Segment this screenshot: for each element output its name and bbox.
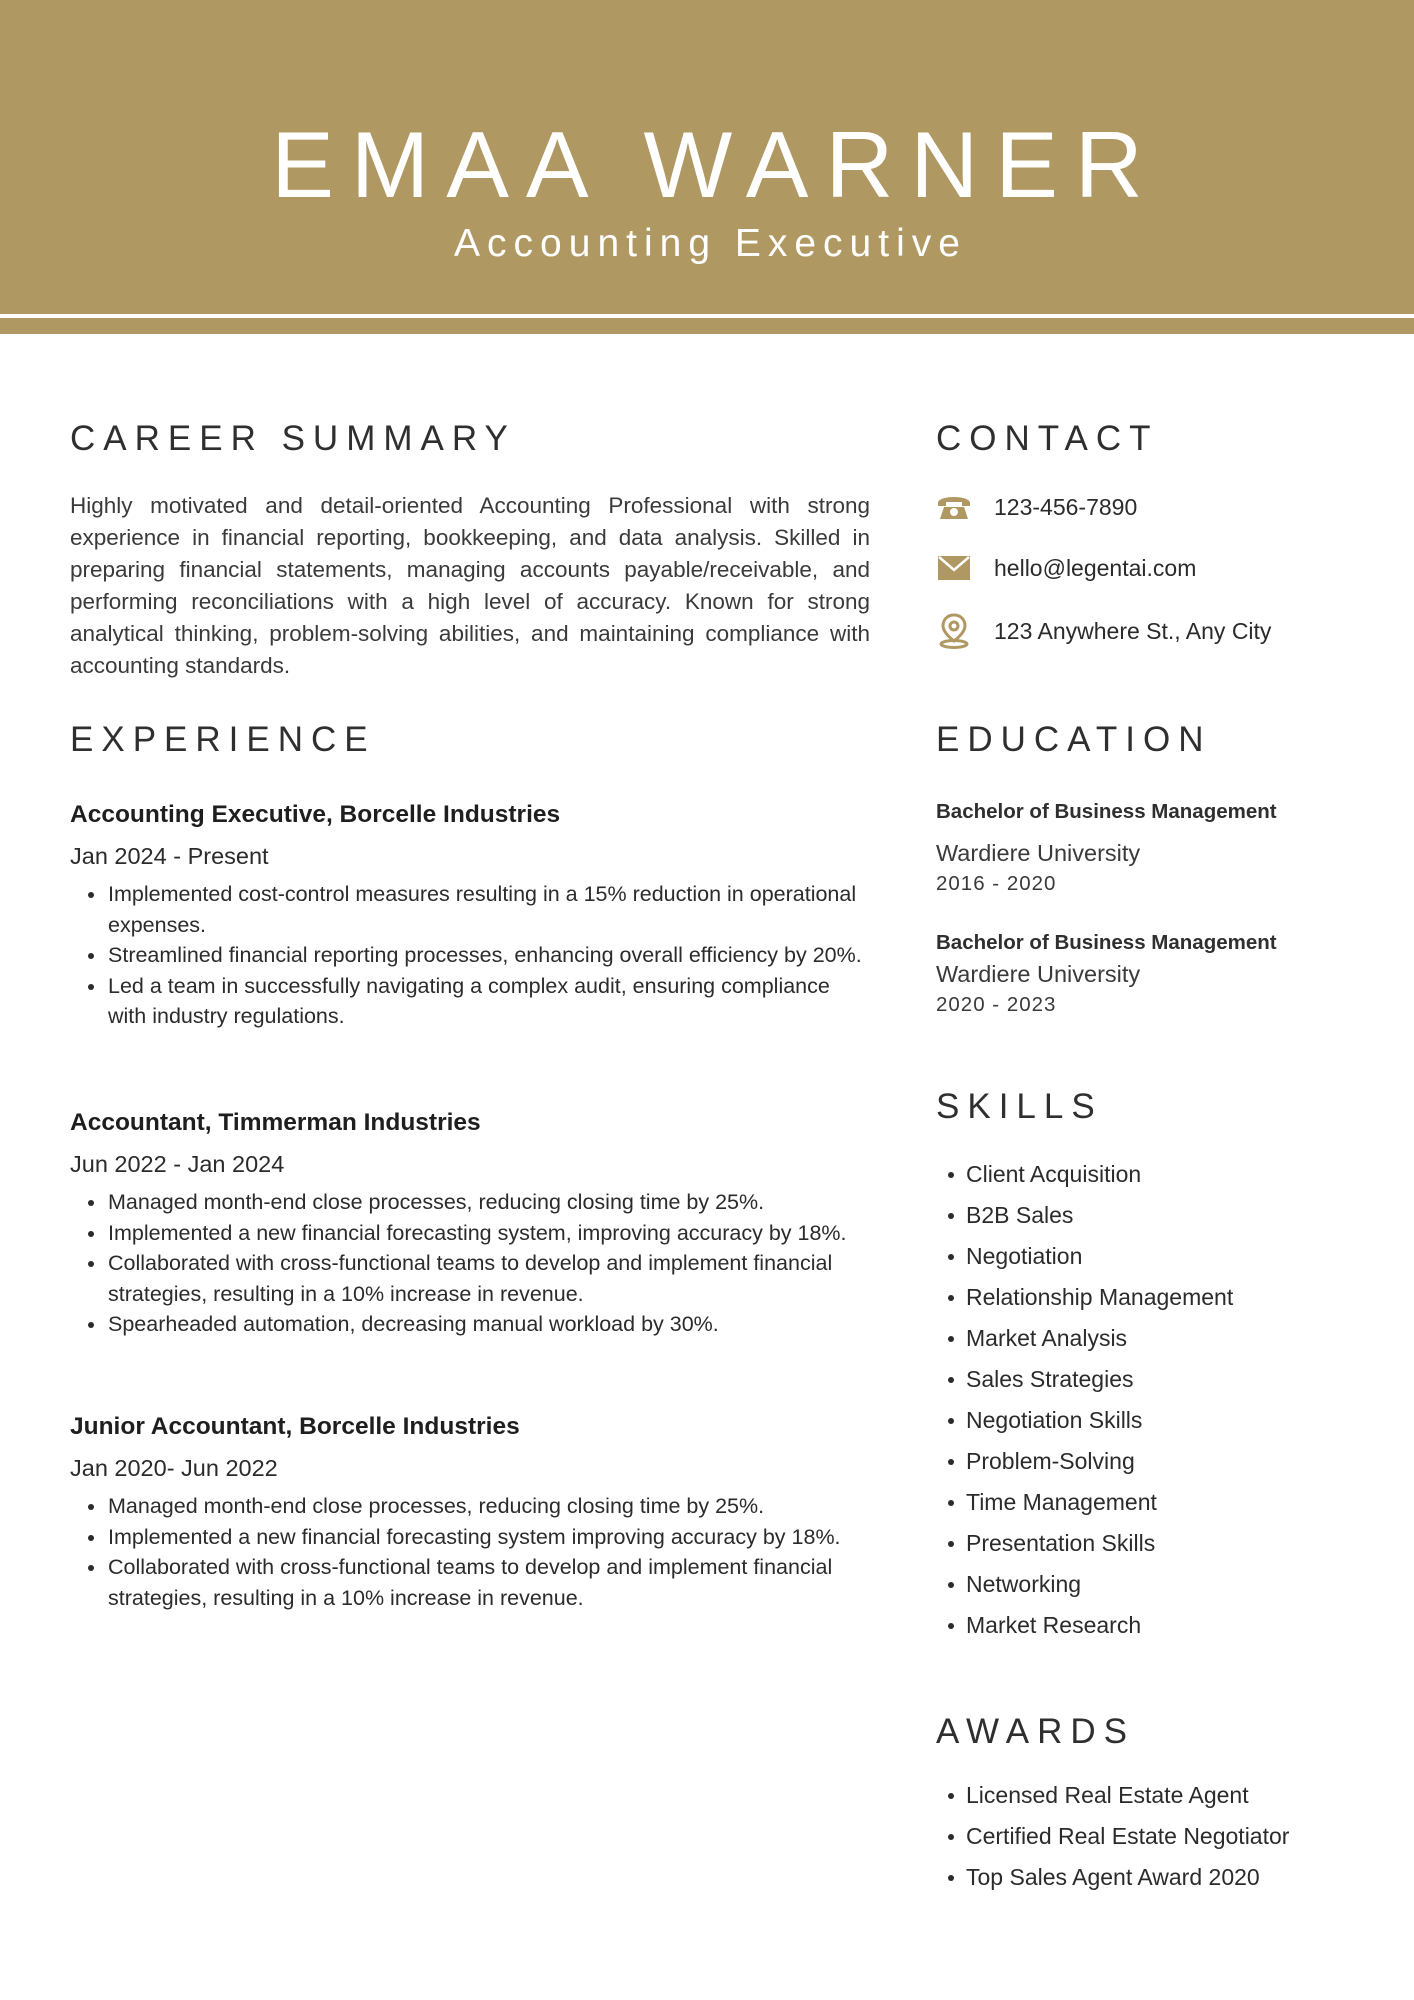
job-bullets <box>70 879 870 1032</box>
phone-number: 123-456-7890 <box>994 493 1138 520</box>
phone-icon <box>936 489 972 525</box>
job-entry <box>70 1412 870 1613</box>
list-item: Streamlined financial reporting processes, enhancing overall efficiency by 20%. <box>70 940 870 971</box>
list-item: Relationship Management <box>936 1282 1376 1323</box>
contact-phone <box>936 487 1138 527</box>
person-name: EMAA WARNER <box>271 112 1160 217</box>
list-item: Negotiation Skills <box>936 1405 1376 1446</box>
list-item: Spearheaded automation, decreasing manual workload by 30%. <box>70 1309 870 1340</box>
list-item: Presentation Skills <box>936 1528 1376 1569</box>
career-summary-heading: CAREER SUMMARY <box>70 419 516 458</box>
list-item: Networking <box>936 1569 1376 1610</box>
degree: Bachelor of Business Management <box>936 800 1277 823</box>
list-item: Managed month-end close processes, reducing closing time by 25%. <box>70 1491 870 1522</box>
job-entry <box>70 800 870 1032</box>
person-title: Accounting Executive <box>454 222 967 265</box>
awards-heading: AWARDS <box>936 1712 1136 1751</box>
job-dates: Jan 2024 - Present <box>70 843 269 869</box>
list-item: Problem-Solving <box>936 1446 1376 1487</box>
list-item: B2B Sales <box>936 1200 1376 1241</box>
header-band <box>0 0 1414 334</box>
list-item: Implemented a new financial forecasting system improving accuracy by 18%. <box>70 1522 870 1553</box>
contact-address <box>936 611 1272 651</box>
education-entry <box>936 799 1356 897</box>
job-dates: Jan 2020- Jun 2022 <box>70 1455 278 1481</box>
header-divider <box>0 314 1414 318</box>
list-item: Licensed Real Estate Agent <box>936 1780 1376 1821</box>
job-entry <box>70 1108 870 1340</box>
list-item: Led a team in successfully navigating a complex audit, ensuring compliance with industry regulations. <box>70 971 870 1032</box>
skills-heading: SKILLS <box>936 1087 1103 1126</box>
list-item: Collaborated with cross-functional teams to develop and implement financial strategies, resulting in a 10% increase in revenue. <box>70 1248 870 1309</box>
years: 2020 - 2023 <box>936 993 1057 1016</box>
list-item: Implemented cost-control measures resulting in a 15% reduction in operational expenses. <box>70 879 870 940</box>
list-item: Time Management <box>936 1487 1376 1528</box>
email-address: hello@legentai.com <box>994 554 1197 581</box>
list-item: Collaborated with cross-functional teams to develop and implement financial strategies, resulting in a 10% increase in revenue. <box>70 1552 870 1613</box>
contact-email <box>936 548 1197 588</box>
job-bullets <box>70 1491 870 1613</box>
school: Wardiere University <box>936 961 1141 987</box>
school: Wardiere University <box>936 840 1141 866</box>
list-item: Client Acquisition <box>936 1159 1376 1200</box>
job-bullets <box>70 1187 870 1340</box>
list-item: Market Research <box>936 1610 1376 1651</box>
mail-icon <box>936 550 972 586</box>
awards-list <box>936 1780 1376 1903</box>
list-item: Market Analysis <box>936 1323 1376 1364</box>
list-item: Sales Strategies <box>936 1364 1376 1405</box>
education-entry <box>936 930 1356 1018</box>
street-address: 123 Anywhere St., Any City <box>994 617 1272 644</box>
job-title: Junior Accountant, Borcelle Industries <box>70 1413 520 1440</box>
job-title: Accountant, Timmerman Industries <box>70 1109 481 1136</box>
list-item: Top Sales Agent Award 2020 <box>936 1862 1376 1903</box>
contact-heading: CONTACT <box>936 419 1159 458</box>
job-title: Accounting Executive, Borcelle Industries <box>70 801 561 828</box>
years: 2016 - 2020 <box>936 872 1057 895</box>
list-item: Implemented a new financial forecasting system, improving accuracy by 18%. <box>70 1218 870 1249</box>
education-heading: EDUCATION <box>936 720 1212 759</box>
career-summary-text: Highly motivated and detail-oriented Accounting Professional with strong experience in financial reporting, bookkeeping, and data analysis. Skilled in preparing financial statements, managing accounts payable/receivable, and performing reconciliations with a high level of accuracy. Known for strong analytical thinking, problem-solving abilities, and maintaining compliance with accounting standards. <box>70 493 870 678</box>
job-dates: Jun 2022 - Jan 2024 <box>70 1151 285 1177</box>
location-pin-icon <box>936 613 972 649</box>
list-item: Negotiation <box>936 1241 1376 1282</box>
list-item: Certified Real Estate Negotiator <box>936 1821 1376 1862</box>
skills-list <box>936 1159 1376 1651</box>
degree: Bachelor of Business Management <box>936 931 1277 954</box>
experience-heading: EXPERIENCE <box>70 720 376 759</box>
list-item: Managed month-end close processes, reducing closing time by 25%. <box>70 1187 870 1218</box>
